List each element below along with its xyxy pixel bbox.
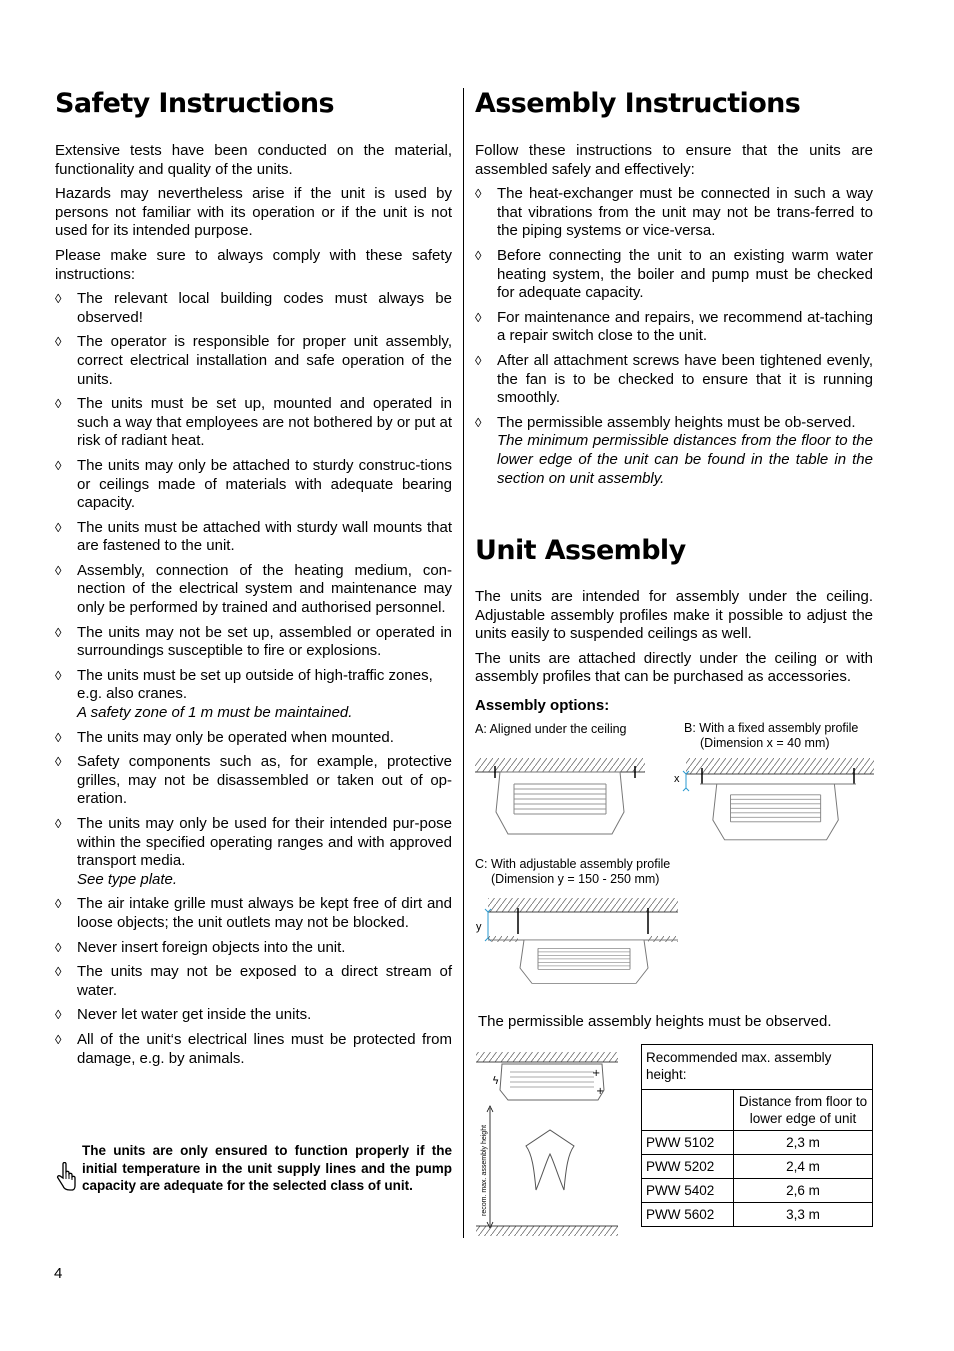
diamond-bullet-icon: ◊ — [55, 396, 62, 412]
diagram-option-b — [672, 758, 874, 842]
safety-zone-note: A safety zone of 1 m must be maintained. — [77, 704, 353, 722]
function-notice — [55, 1142, 452, 1195]
list-item: ◊ The units must be set up outside of high-traffic zones, e.g. also cranes. A safety zone of 1 m must be maintained. — [55, 667, 452, 723]
model-cell: PWW 5202 — [642, 1155, 734, 1179]
option-b-dimension: (Dimension x = 40 mm) — [700, 736, 830, 750]
safety-section — [55, 84, 452, 1074]
list-item: ◊ The units may only be used for their intended pur-pose within the specified operating ranges and with approved transport media. See type plate. — [55, 815, 452, 888]
list-item: ◊ The permissible assembly heights must be ob-served. The minimum permissible distances from the floor to the lower edge of the unit can be found in the table in the section on unit assembly. — [475, 413, 873, 487]
list-item: ◊ The air intake grille must always be kept free of dirt and loose objects; the unit outlets may not be blocked. — [55, 895, 452, 931]
diamond-bullet-icon: ◊ — [55, 964, 62, 980]
table-row — [642, 1155, 873, 1179]
diamond-bullet-icon: ◊ — [475, 247, 482, 263]
model-cell: PWW 5602 — [642, 1203, 734, 1227]
unit-assembly-para-1: The units are intended for assembly under the ceiling. Adjustable assembly profiles make it possible to adjust the units easily to suspended ceilings as well. — [475, 588, 873, 643]
diamond-bullet-icon: ◊ — [55, 896, 62, 912]
list-item: ◊ All of the unit‘s electrical lines must be protected from damage, e.g. by animals. — [55, 1030, 452, 1067]
diamond-bullet-icon: ◊ — [55, 519, 62, 535]
diamond-bullet-icon: ◊ — [55, 1031, 62, 1047]
list-item: ◊ The units may not be exposed to a direct stream of water. — [55, 963, 452, 999]
diamond-bullet-icon: ◊ — [55, 1007, 62, 1023]
assembly-section — [475, 84, 873, 494]
height-cell: 2,4 m — [734, 1155, 873, 1179]
table-row — [642, 1179, 873, 1203]
unit-assembly-text — [475, 588, 873, 722]
list-item: ◊ Before connecting the unit to an existing warm water heating system, the boiler and pump must be checked for adequate capacity. — [475, 246, 873, 302]
column-divider — [463, 88, 464, 1238]
safety-intro-1: Extensive tests have been conducted on the material, functionality and quality of the units. — [55, 142, 452, 178]
diamond-bullet-icon: ◊ — [55, 939, 62, 955]
safety-intro-2: Hazards may nevertheless arise if the unit is used by persons not familiar with its operation or if the unit is not used for its intended purpose. — [55, 185, 452, 240]
pipe-connection-icon: + — [592, 1068, 601, 1079]
diamond-bullet-icon: ◊ — [55, 457, 62, 473]
diamond-bullet-icon: ◊ — [55, 754, 62, 770]
diamond-bullet-icon: ◊ — [475, 352, 482, 368]
list-item: ◊ Never let water get inside the units. — [55, 1006, 312, 1024]
list-item: ◊ For maintenance and repairs, we recommend at-taching a repair switch close to the unit. — [475, 308, 873, 345]
diamond-bullet-icon: ◊ — [55, 667, 62, 683]
diamond-bullet-icon: ◊ — [475, 414, 482, 430]
diamond-bullet-icon: ◊ — [475, 309, 482, 325]
page-number: 4 — [54, 1265, 63, 1282]
list-item: ◊ The operator is responsible for proper unit assembly, correct electrical installation and safe operation of the units. — [55, 333, 452, 388]
diagram-option-a — [475, 758, 645, 838]
model-cell: PWW 5102 — [642, 1131, 734, 1155]
type-plate-note: See type plate. — [77, 870, 178, 888]
diamond-bullet-icon: ◊ — [55, 624, 62, 640]
list-item: ◊ The units may not be set up, assembled or operated in surroundings susceptible to fire or explosions. — [55, 623, 452, 660]
height-cell: 2,6 m — [734, 1179, 873, 1203]
list-item: ◊ Assembly, connection of the heating medium, con-nection of the electrical system and maintenance may only be performed by trained and authorised personnel. — [55, 561, 452, 617]
list-item: ◊ Safety components such as, for example, protective grilles, may not be disassembled or taken out of op-eration. — [55, 753, 452, 808]
height-diagram — [474, 1050, 622, 1238]
assembly-title: Assembly Instructions — [475, 88, 801, 119]
option-b-label: B: With a fixed assembly profile — [684, 721, 859, 735]
option-c-dimension: (Dimension y = 150 - 250 mm) — [491, 872, 660, 886]
table-row — [642, 1203, 873, 1227]
assembly-intro: Follow these instructions to ensure that the units are assembled safely and effectively: — [475, 142, 873, 178]
electric-icon: ϟ — [492, 1074, 500, 1087]
diamond-bullet-icon: ◊ — [55, 334, 62, 350]
safety-title: Safety Instructions — [55, 88, 335, 119]
permissible-heights-text: The permissible assembly heights must be observed. — [478, 1013, 832, 1030]
list-item: ◊ The units may only be operated when mounted. — [55, 728, 394, 746]
model-cell: PWW 5402 — [642, 1179, 734, 1203]
diamond-bullet-icon: ◊ — [55, 291, 62, 307]
list-item: ◊ The heat-exchanger must be connected in such a way that vibrations from the unit may not be trans-ferred to the piping systems or vice-versa. — [475, 185, 873, 240]
safety-list — [55, 290, 452, 1068]
diamond-bullet-icon: ◊ — [55, 816, 62, 831]
recommended-height-label: recom. max. assembly height — [481, 1124, 488, 1216]
diagram-option-c — [472, 896, 682, 986]
height-cell: 2,3 m — [734, 1131, 873, 1155]
diamond-bullet-icon: ◊ — [475, 186, 482, 202]
dimension-y-label: y — [476, 921, 482, 933]
option-a-label: A: Aligned under the ceiling — [475, 722, 627, 736]
dimension-x-label: x — [674, 773, 680, 785]
list-item: ◊ After all attachment screws have been tightened evenly, the fan is to be checked to ensure that it is running smoothly. — [475, 351, 873, 407]
assembly-height-table — [641, 1044, 873, 1227]
height-cell: 3,3 m — [734, 1203, 873, 1227]
table-header: Recommended max. assembly height: — [642, 1045, 873, 1090]
pointing-hand-icon — [55, 1162, 77, 1192]
assembly-list — [475, 185, 873, 488]
notice-text: The units are only ensured to function properly if the initial temperature in the unit supply lines and the pump capacity are adequate for the selected class of unit. — [82, 1143, 452, 1193]
table-row — [642, 1131, 873, 1155]
unit-assembly-para-2: The units are attached directly under the ceiling or with assembly profiles that can be purchased as accessories. — [475, 649, 873, 686]
distance-note: The minimum permissible distances from the floor to the lower edge of the unit can be found in the table in the section on unit assembly. — [497, 432, 873, 487]
list-item: ◊ The units may only be attached to sturdy construc-tions or ceilings made of materials with adequate bearing capacity. — [55, 456, 452, 512]
assembly-options-heading: Assembly options: — [475, 696, 610, 714]
list-item: ◊ The relevant local building codes must always be observed! — [55, 290, 452, 326]
option-c-label: C: With adjustable assembly profile — [475, 857, 671, 871]
safety-intro-3: Please make sure to always comply with these safety instructions: — [55, 246, 452, 283]
unit-assembly-title: Unit Assembly — [475, 535, 686, 566]
diamond-bullet-icon: ◊ — [55, 729, 62, 745]
pipe-connection-icon: + — [596, 1086, 605, 1097]
list-item: ◊ The units must be attached with sturdy wall mounts that are fastened to the unit. — [55, 518, 452, 555]
table-subheader: Distance from floor to lower edge of unit — [734, 1090, 873, 1131]
list-item: ◊ Never insert foreign objects into the unit. — [55, 938, 346, 956]
list-item: ◊ The units must be set up, mounted and operated in such a way that employees are not bothered by or put at risk of radiant heat. — [55, 395, 452, 450]
diamond-bullet-icon: ◊ — [55, 562, 62, 578]
